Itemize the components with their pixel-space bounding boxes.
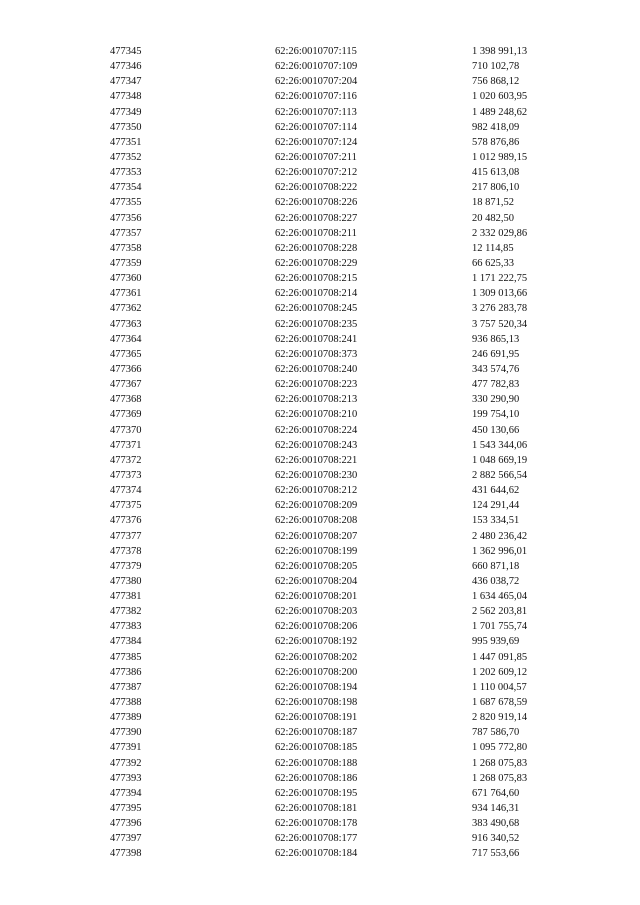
cadastral-number-cell: 62:26:0010707:116 — [275, 91, 357, 103]
value-cell: 124 291,44 — [472, 500, 520, 512]
record-number-cell: 477381 — [110, 591, 142, 603]
record-number-cell: 477396 — [110, 818, 142, 830]
table-row — [0, 816, 640, 831]
cadastral-number-cell: 62:26:0010708:224 — [275, 424, 358, 436]
table-row — [0, 544, 640, 559]
value-cell: 217 806,10 — [472, 182, 520, 194]
table-row — [0, 135, 640, 150]
value-cell: 383 490,68 — [472, 818, 520, 830]
record-number-cell: 477371 — [110, 439, 142, 451]
record-number-cell: 477391 — [110, 742, 142, 754]
cadastral-number-cell: 62:26:0010708:373 — [275, 348, 358, 360]
cadastral-number-cell: 62:26:0010707:109 — [275, 61, 358, 73]
table-row — [0, 362, 640, 377]
value-cell: 1 095 772,80 — [472, 742, 528, 754]
value-cell: 66 625,33 — [472, 257, 514, 269]
table-row — [0, 195, 640, 210]
record-number-cell: 477389 — [110, 712, 142, 724]
table-row — [0, 846, 640, 861]
record-number-cell: 477398 — [110, 848, 142, 860]
record-number-cell: 477360 — [110, 273, 142, 285]
table-row — [0, 226, 640, 241]
record-number-cell: 477369 — [110, 409, 142, 421]
record-number-cell: 477395 — [110, 803, 142, 815]
table-row — [0, 740, 640, 755]
value-cell: 717 553,66 — [472, 848, 520, 860]
table-row — [0, 725, 640, 740]
cadastral-number-cell: 62:26:0010708:191 — [275, 712, 358, 724]
record-number-cell: 477365 — [110, 348, 142, 360]
value-cell: 3 276 283,78 — [472, 303, 528, 315]
cadastral-number-cell: 62:26:0010708:177 — [275, 833, 358, 845]
cadastral-number-cell: 62:26:0010708:206 — [275, 621, 358, 633]
value-cell: 1 020 603,95 — [472, 91, 528, 103]
value-cell: 1 398 991,13 — [472, 46, 528, 57]
table-row — [0, 74, 640, 89]
cadastral-number-cell: 62:26:0010708:185 — [275, 742, 358, 754]
record-number-cell: 477354 — [110, 182, 142, 194]
value-cell: 671 764,60 — [472, 787, 520, 799]
value-cell: 1 110 004,57 — [472, 681, 527, 693]
record-number-cell: 477384 — [110, 636, 142, 648]
value-cell: 2 820 919,14 — [472, 712, 528, 724]
record-number-cell: 477368 — [110, 394, 142, 406]
record-number-cell: 477385 — [110, 651, 142, 663]
table-row — [0, 150, 640, 165]
cadastral-number-cell: 62:26:0010708:213 — [275, 394, 358, 406]
record-number-cell: 477370 — [110, 424, 142, 436]
record-number-cell: 477387 — [110, 681, 142, 693]
value-cell: 12 114,85 — [472, 242, 514, 254]
table-row — [0, 650, 640, 665]
table-row — [0, 710, 640, 725]
record-number-cell: 477351 — [110, 136, 142, 148]
value-cell: 995 939,69 — [472, 636, 520, 648]
value-cell: 477 782,83 — [472, 379, 520, 391]
cadastral-number-cell: 62:26:0010708:188 — [275, 757, 358, 769]
value-cell: 330 290,90 — [472, 394, 520, 406]
record-number-cell: 477393 — [110, 772, 142, 784]
table-row — [0, 301, 640, 316]
table-row — [0, 498, 640, 513]
data-table — [0, 44, 640, 862]
record-number-cell: 477363 — [110, 318, 142, 330]
value-cell: 18 871,52 — [472, 197, 514, 209]
table-row — [0, 483, 640, 498]
value-cell: 2 332 029,86 — [472, 227, 528, 239]
cadastral-number-cell: 62:26:0010708:195 — [275, 787, 358, 799]
cadastral-number-cell: 62:26:0010708:228 — [275, 242, 358, 254]
record-number-cell: 477388 — [110, 697, 142, 709]
table-row — [0, 574, 640, 589]
value-cell: 1 634 465,04 — [472, 591, 528, 603]
record-number-cell: 477358 — [110, 242, 142, 254]
table-row — [0, 604, 640, 619]
cadastral-number-cell: 62:26:0010708:214 — [275, 288, 358, 300]
cadastral-number-cell: 62:26:0010708:178 — [275, 818, 358, 830]
cadastral-number-cell: 62:26:0010708:205 — [275, 560, 358, 572]
value-cell: 246 691,95 — [472, 348, 520, 360]
value-cell: 415 613,08 — [472, 167, 520, 179]
record-number-cell: 477392 — [110, 757, 142, 769]
value-cell: 1 309 013,66 — [472, 288, 528, 300]
record-number-cell: 477380 — [110, 575, 142, 587]
table-row — [0, 665, 640, 680]
cadastral-number-cell: 62:26:0010708:200 — [275, 666, 358, 678]
record-number-cell: 477346 — [110, 61, 142, 73]
cadastral-number-cell: 62:26:0010707:204 — [275, 76, 358, 88]
value-cell: 916 340,52 — [472, 833, 520, 845]
record-number-cell: 477390 — [110, 727, 142, 739]
value-cell: 787 586,70 — [472, 727, 520, 739]
value-cell: 1 171 222,75 — [472, 273, 528, 285]
table-row — [0, 105, 640, 120]
cadastral-number-cell: 62:26:0010708:203 — [275, 606, 358, 618]
record-number-cell: 477362 — [110, 303, 142, 315]
record-number-cell: 477364 — [110, 333, 142, 345]
cadastral-number-cell: 62:26:0010708:222 — [275, 182, 358, 194]
value-cell: 450 130,66 — [472, 424, 520, 436]
cadastral-number-cell: 62:26:0010708:204 — [275, 575, 358, 587]
record-number-cell: 477376 — [110, 515, 142, 527]
table-row — [0, 241, 640, 256]
table-row — [0, 423, 640, 438]
value-cell: 2 480 236,42 — [472, 530, 528, 542]
table-row — [0, 695, 640, 710]
table-row — [0, 680, 640, 695]
cadastral-number-cell: 62:26:0010708:245 — [275, 303, 358, 315]
table-row — [0, 317, 640, 332]
cadastral-number-cell: 62:26:0010707:124 — [275, 136, 358, 148]
value-cell: 3 757 520,34 — [472, 318, 528, 330]
cadastral-number-cell: 62:26:0010707:114 — [275, 121, 357, 133]
record-number-cell: 477386 — [110, 666, 142, 678]
value-cell: 153 334,51 — [472, 515, 520, 527]
record-number-cell: 477345 — [110, 46, 142, 57]
record-number-cell: 477353 — [110, 167, 142, 179]
value-cell: 2 882 566,54 — [472, 469, 528, 481]
record-number-cell: 477378 — [110, 545, 142, 557]
value-cell: 2 562 203,81 — [472, 606, 528, 618]
cadastral-number-cell: 62:26:0010708:235 — [275, 318, 358, 330]
cadastral-number-cell: 62:26:0010708:210 — [275, 409, 358, 421]
record-number-cell: 477348 — [110, 91, 142, 103]
table-row — [0, 180, 640, 195]
cadastral-number-cell: 62:26:0010708:226 — [275, 197, 358, 209]
table-row — [0, 256, 640, 271]
table-row — [0, 165, 640, 180]
table-row — [0, 468, 640, 483]
value-cell: 1 048 669,19 — [472, 454, 528, 466]
cadastral-number-cell: 62:26:0010708:215 — [275, 273, 358, 285]
value-cell: 20 482,50 — [472, 212, 514, 224]
value-cell: 1 489 248,62 — [472, 106, 528, 118]
value-cell: 1 447 091,85 — [472, 651, 528, 663]
table-row — [0, 286, 640, 301]
table-row — [0, 332, 640, 347]
table-row — [0, 529, 640, 544]
table-row — [0, 407, 640, 422]
cadastral-number-cell: 62:26:0010708:181 — [275, 803, 358, 815]
cadastral-number-cell: 62:26:0010707:211 — [275, 151, 357, 163]
table-row — [0, 392, 640, 407]
value-cell: 1 202 609,12 — [472, 666, 528, 678]
cadastral-number-cell: 62:26:0010708:194 — [275, 681, 358, 693]
cadastral-number-cell: 62:26:0010708:221 — [275, 454, 358, 466]
cadastral-number-cell: 62:26:0010708:227 — [275, 212, 358, 224]
value-cell: 1 701 755,74 — [472, 621, 528, 633]
record-number-cell: 477373 — [110, 469, 142, 481]
value-cell: 578 876,86 — [472, 136, 520, 148]
table-row — [0, 634, 640, 649]
table-row — [0, 771, 640, 786]
cadastral-number-cell: 62:26:0010708:241 — [275, 333, 358, 345]
table-row — [0, 559, 640, 574]
table-row — [0, 756, 640, 771]
value-cell: 431 644,62 — [472, 485, 520, 497]
cadastral-number-cell: 62:26:0010708:202 — [275, 651, 358, 663]
table-row — [0, 513, 640, 528]
cadastral-number-cell: 62:26:0010708:212 — [275, 485, 358, 497]
record-number-cell: 477350 — [110, 121, 142, 133]
record-number-cell: 477379 — [110, 560, 142, 572]
table-row — [0, 59, 640, 74]
record-number-cell: 477355 — [110, 197, 142, 209]
record-number-cell: 477374 — [110, 485, 142, 497]
value-cell: 1 268 075,83 — [472, 757, 528, 769]
value-cell: 710 102,78 — [472, 61, 520, 73]
value-cell: 1 362 996,01 — [472, 545, 528, 557]
cadastral-number-cell: 62:26:0010708:223 — [275, 379, 358, 391]
record-number-cell: 477347 — [110, 76, 142, 88]
table-row — [0, 347, 640, 362]
value-cell: 343 574,76 — [472, 363, 520, 375]
cadastral-number-cell: 62:26:0010708:208 — [275, 515, 358, 527]
cadastral-number-cell: 62:26:0010708:198 — [275, 697, 358, 709]
record-number-cell: 477383 — [110, 621, 142, 633]
record-number-cell: 477357 — [110, 227, 142, 239]
cadastral-number-cell: 62:26:0010708:229 — [275, 257, 358, 269]
record-number-cell: 477372 — [110, 454, 142, 466]
table-row — [0, 801, 640, 816]
cadastral-number-cell: 62:26:0010708:230 — [275, 469, 358, 481]
value-cell: 1 687 678,59 — [472, 697, 528, 709]
table-row — [0, 44, 640, 59]
value-cell: 1 012 989,15 — [472, 151, 528, 163]
record-number-cell: 477397 — [110, 833, 142, 845]
cadastral-number-cell: 62:26:0010708:184 — [275, 848, 358, 860]
table-row — [0, 786, 640, 801]
table-row — [0, 438, 640, 453]
cadastral-number-cell: 62:26:0010708:240 — [275, 363, 358, 375]
cadastral-number-cell: 62:26:0010707:212 — [275, 167, 358, 179]
record-number-cell: 477359 — [110, 257, 142, 269]
table-row — [0, 271, 640, 286]
cadastral-number-cell: 62:26:0010708:187 — [275, 727, 358, 739]
table-row — [0, 89, 640, 104]
value-cell: 756 868,12 — [472, 76, 520, 88]
record-number-cell: 477377 — [110, 530, 142, 542]
cadastral-number-cell: 62:26:0010708:211 — [275, 227, 357, 239]
table-row — [0, 377, 640, 392]
record-number-cell: 477382 — [110, 606, 142, 618]
record-number-cell: 477352 — [110, 151, 142, 163]
cadastral-number-cell: 62:26:0010708:186 — [275, 772, 358, 784]
cadastral-number-cell: 62:26:0010708:192 — [275, 636, 358, 648]
cadastral-number-cell: 62:26:0010708:207 — [275, 530, 358, 542]
cadastral-number-cell: 62:26:0010707:115 — [275, 46, 357, 57]
table-row — [0, 211, 640, 226]
record-number-cell: 477356 — [110, 212, 142, 224]
cadastral-number-cell: 62:26:0010708:201 — [275, 591, 358, 603]
cadastral-number-cell: 62:26:0010707:113 — [275, 106, 357, 118]
record-number-cell: 477394 — [110, 787, 142, 799]
table-row — [0, 120, 640, 135]
value-cell: 936 865,13 — [472, 333, 520, 345]
table-row — [0, 589, 640, 604]
value-cell: 660 871,18 — [472, 560, 520, 572]
value-cell: 1 543 344,06 — [472, 439, 528, 451]
value-cell: 934 146,31 — [472, 803, 520, 815]
record-number-cell: 477367 — [110, 379, 142, 391]
table-row — [0, 619, 640, 634]
table-row — [0, 453, 640, 468]
record-number-cell: 477366 — [110, 363, 142, 375]
record-number-cell: 477349 — [110, 106, 142, 118]
cadastral-number-cell: 62:26:0010708:209 — [275, 500, 358, 512]
record-number-cell: 477361 — [110, 288, 142, 300]
record-number-cell: 477375 — [110, 500, 142, 512]
value-cell: 982 418,09 — [472, 121, 520, 133]
value-cell: 1 268 075,83 — [472, 772, 528, 784]
table-row — [0, 831, 640, 846]
value-cell: 436 038,72 — [472, 575, 520, 587]
cadastral-number-cell: 62:26:0010708:243 — [275, 439, 358, 451]
value-cell: 199 754,10 — [472, 409, 520, 421]
cadastral-number-cell: 62:26:0010708:199 — [275, 545, 358, 557]
